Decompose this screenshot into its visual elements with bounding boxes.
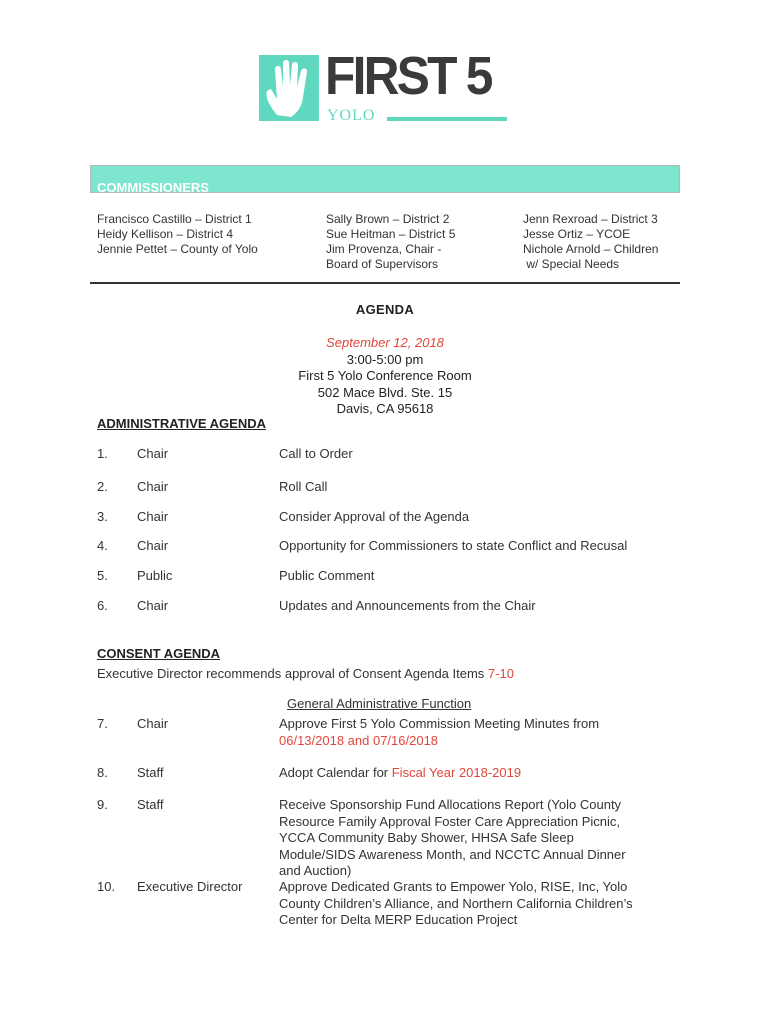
item-number: 9. [97, 797, 108, 812]
item-number: 5. [97, 568, 108, 583]
item-presenter: Chair [137, 446, 169, 461]
commissioner-name: Sally Brown – District 2 [326, 212, 450, 226]
item-description: Call to Order [279, 446, 353, 461]
commissioner-name: Sue Heitman – District 5 [326, 227, 456, 241]
commissioner-name: Francisco Castillo – District 1 [97, 212, 252, 226]
item-number: 6. [97, 598, 108, 613]
consent-intro-items: 7-10 [487, 666, 514, 681]
commissioners-column-2 [326, 212, 455, 272]
item-description-line: Approve First 5 Yolo Commission Meeting Minutes from [279, 716, 600, 731]
item-description: Roll Call [279, 479, 328, 494]
meeting-address: 502 Mace Blvd. Ste. 15 [317, 384, 453, 400]
item-description-line: Approve Dedicated Grants to Empower Yolo, RISE, Inc, Yolo [279, 879, 628, 894]
item-presenter: Chair [137, 598, 169, 613]
item-presenter: Public [137, 568, 173, 583]
item-presenter: Chair [137, 479, 169, 494]
item-number: 7. [97, 716, 108, 731]
meeting-date: September 12, 2018 [326, 335, 444, 350]
item-description-line: Center for Delta MERP Education Project [279, 912, 518, 927]
commissioner-name: Jennie Pettet – County of Yolo [97, 242, 258, 256]
consent-subheading: General Administrative Function [287, 696, 472, 711]
item-description-line: Resource Family Approval Foster Care Appreciation Picnic, [279, 813, 621, 829]
item-presenter: Staff [137, 765, 164, 780]
item-description: Public Comment [279, 568, 375, 583]
item-number: 1. [97, 446, 108, 461]
item-description-line: Module/SIDS Awareness Month, and NCCTC Annual Dinner [279, 846, 626, 862]
item-description [279, 716, 679, 749]
item-presenter: Chair [137, 538, 169, 553]
commissioner-name: Nichole Arnold – Children [523, 242, 659, 256]
item-presenter: Chair [137, 716, 169, 731]
item-presenter: Executive Director [137, 879, 243, 894]
logo-underline [387, 117, 507, 121]
item-description-line: Receive Sponsorship Fund Allocations Report (Yolo County [279, 797, 622, 812]
meeting-city: Davis, CA 95618 [336, 401, 434, 416]
item-description [279, 879, 679, 929]
commissioners-column-1 [97, 212, 258, 257]
item-description-line: YCCA Community Baby Shower, HHSA Safe Sleep [279, 830, 574, 845]
consent-heading: CONSENT AGENDA [97, 646, 221, 661]
item-description-highlight: 06/13/2018 and 07/16/2018 [279, 732, 439, 748]
meeting-time: 3:00-5:00 pm [346, 351, 424, 367]
first5-yolo-logo [259, 46, 509, 125]
item-number: 10. [97, 879, 116, 894]
item-number: 2. [97, 479, 108, 494]
consent-intro-text: Executive Director recommends approval of Consent Agenda Items [97, 666, 488, 681]
commissioner-name: Jesse Ortiz – YCOE [523, 227, 631, 241]
item-description [279, 765, 679, 782]
item-description: Opportunity for Commissioners to state Conflict and Recusal [279, 538, 628, 553]
logo-sub: YOLO [327, 107, 376, 124]
item-description: Updates and Announcements from the Chair [279, 598, 536, 613]
commissioner-name: w/ Special Needs [523, 257, 620, 271]
hand-icon [259, 55, 319, 121]
section-divider [90, 282, 680, 284]
commissioner-name: Jenn Rexroad – District 3 [523, 212, 658, 226]
item-number: 4. [97, 538, 108, 553]
consent-intro [97, 666, 514, 681]
item-presenter: Chair [137, 509, 169, 524]
item-description [279, 797, 679, 880]
commissioners-column-3 [523, 212, 658, 272]
item-description-line: County Children’s Alliance, and Northern California Children’s [279, 895, 633, 911]
item-description: Consider Approval of the Agenda [279, 509, 470, 524]
commissioner-name: Board of Supervisors [326, 257, 439, 271]
item-description-line: and Auction) [279, 863, 352, 878]
logo-brand: FIRST 5 [325, 46, 491, 106]
agenda-title: AGENDA [355, 302, 415, 317]
commissioner-name: Jim Provenza, Chair - [326, 242, 442, 256]
meeting-details [0, 335, 770, 418]
administrative-heading: ADMINISTRATIVE AGENDA [97, 416, 266, 431]
meeting-room: First 5 Yolo Conference Room [298, 368, 472, 383]
item-number: 8. [97, 765, 108, 780]
item-presenter: Staff [137, 797, 164, 812]
item-description-highlight: Fiscal Year 2018-2019 [391, 765, 522, 780]
item-number: 3. [97, 509, 108, 524]
item-description-line: Adopt Calendar for [279, 765, 392, 780]
commissioners-heading: COMMISSIONERS [97, 180, 209, 195]
commissioner-name: Heidy Kellison – District 4 [97, 227, 234, 241]
